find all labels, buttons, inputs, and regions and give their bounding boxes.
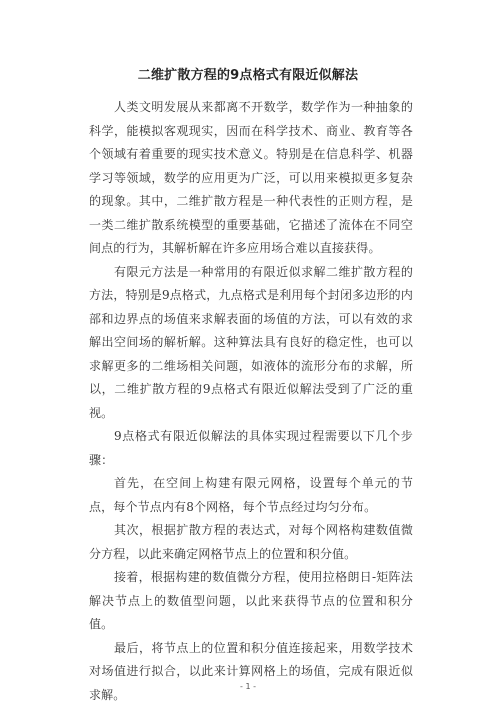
paragraph-fem-method: 有限元方法是一种常用的有限近似求解二维扩散方程的方法，特别是9点格式，九点格式是利用每个封闭多边形的内部和边界点的场值来求解表面的场值的方法，可以有效的求解出空间场的解析解。这种算法具有良好的稳定性，也可以求解更多的二维场相关问题，如液体的流形分布的求解，所以，二维扩散方程的9点格式有限近似解法受到了广泛的重视。 <box>89 261 413 426</box>
page-number: - 1 - <box>0 682 496 691</box>
paragraph-step-3: 接着，根据构建的数值微分方程，使用拉格朗日-矩阵法解决节点上的数值型问题，以此来获得节点的位置和积分值。 <box>89 566 413 637</box>
document-title: 二维扩散方程的9点格式有限近似解法 <box>0 64 496 83</box>
document-body <box>89 96 413 707</box>
paragraph-step-2: 其次，根据扩散方程的表达式，对每个网格构建数值微分方程，以此来确定网格节点上的位置和积分值。 <box>89 519 413 566</box>
paragraph-intro: 人类文明发展从来都离不开数学，数学作为一种抽象的科学，能模拟客观现实，因而在科学技术、商业、教育等各个领域有着重要的现实技术意义。特别是在信息科学、机器学习等领域，数学的应用更为广泛，可以用来模拟更多复杂的现象。其中，二维扩散方程是一种代表性的正则方程，是一类二维扩散系统模型的重要基础，它描述了流体在不同空间点的行为，其解析解在许多应用场合难以直接获得。 <box>89 96 413 261</box>
paragraph-step-1: 首先，在空间上构建有限元网格，设置每个单元的节点，每个节点内有8个网格，每个节点经过均匀分布。 <box>89 472 413 519</box>
paragraph-step-4: 最后，将节点上的位置和积分值连接起来，用数学技术对场值进行拟合，以此来计算网格上的场值，完成有限近似求解。 <box>89 637 413 707</box>
paragraph-steps-intro: 9点格式有限近似解法的具体实现过程需要以下几个步骤： <box>89 425 413 472</box>
